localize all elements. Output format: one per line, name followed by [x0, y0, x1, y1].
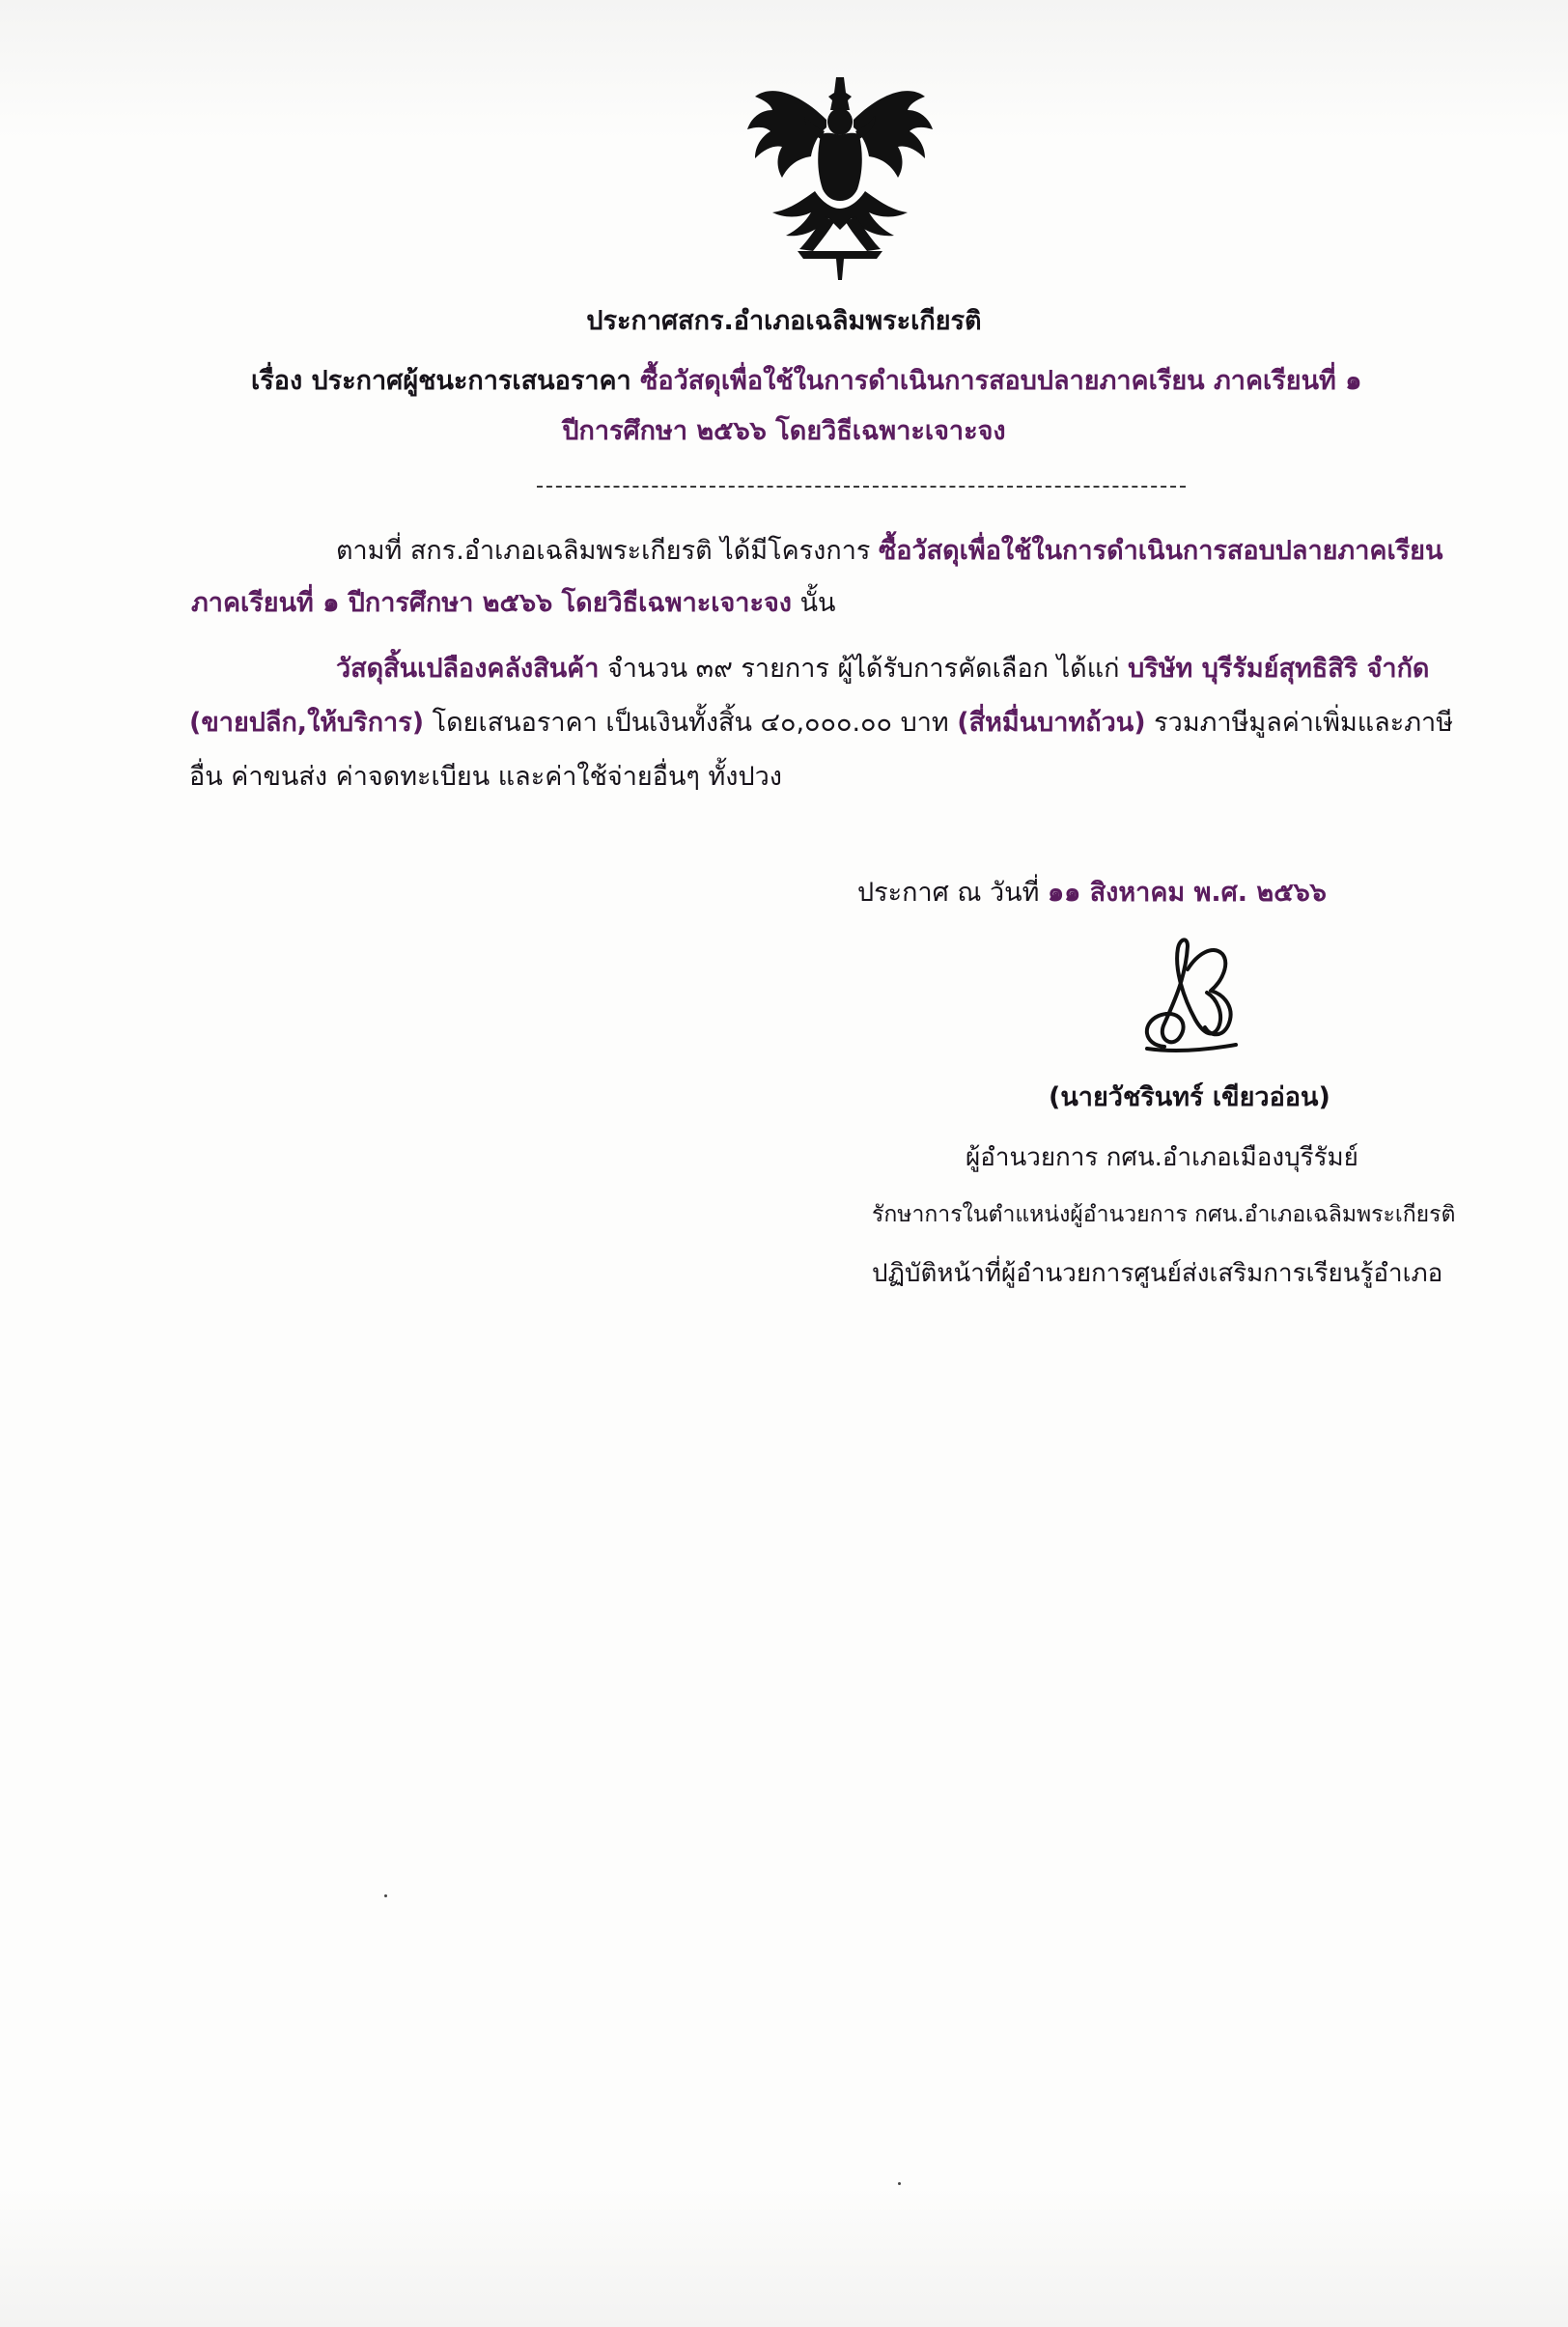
separator-rule [537, 486, 1186, 488]
subject-main: ซื้อวัสดุเพื่อใช้ในการดำเนินการสอบปลายภาคเรียน ภาคเรียนที่ ๑ [640, 366, 1362, 396]
body-paragraph-2-cont [189, 701, 1453, 743]
subject-line [251, 359, 1497, 401]
body-paragraph-1 [336, 529, 1442, 571]
paper-speck [384, 1894, 387, 1897]
p4-text: โดยเสนอราคา เป็นเงินทั้งสิ้น ๔๐,๐๐๐.๐๐ บาท [432, 708, 949, 738]
body-paragraph-2-end [189, 755, 782, 797]
body-paragraph-2 [336, 647, 1429, 688]
body-paragraph-1-cont [191, 581, 835, 623]
p5-text: อื่น ค่าขนส่ง ค่าจดทะเบียน และค่าใช้จ่ายอื่นๆ ทั้งปวง [189, 762, 782, 792]
subject-line-2-text: ปีการศึกษา ๒๕๖๖ โดยวิธีเฉพาะเจาะจง [562, 416, 1006, 446]
signer-position-3 [872, 1253, 1442, 1293]
agency-title [0, 299, 1568, 341]
announcement-date [857, 871, 1327, 912]
paper-speck [898, 2182, 901, 2185]
p3-text: จำนวน ๓๙ รายการ ผู้ได้รับการคัดเลือก ได้แก่ [606, 654, 1120, 684]
date-prefix: ประกาศ ณ วันที่ [857, 878, 1040, 908]
p3-company: บริษัท บุรีรัมย์สุทธิสิริ จำกัด [1128, 654, 1430, 684]
signer-position-2 [872, 1197, 1455, 1232]
signer-position-3-text: ปฏิบัติหน้าที่ผู้อำนวยการศูนย์ส่งเสริมการเรียนรู้อำเภอ [872, 1259, 1443, 1288]
p3-item: วัสดุสิ้นเปลืองคลังสินค้า [336, 654, 600, 684]
p2-text: นั้น [799, 588, 836, 618]
p2-project-cont: ภาคเรียนที่ ๑ ปีการศึกษา ๒๕๖๖ โดยวิธีเฉพาะเจาะจง [191, 588, 792, 618]
subject-line-2 [0, 409, 1568, 451]
garuda-emblem-icon [743, 75, 937, 280]
signer-position-2-text: รักษาการในตำแหน่งผู้อำนวยการ กศน.อำเภอเฉลิมพระเกียรติ [872, 1202, 1456, 1227]
p4-text-2: รวมภาษีมูลค่าเพิ่มและภาษี [1154, 708, 1453, 738]
handwritten-signature-icon [1135, 931, 1249, 1056]
p1-project: ซื้อวัสดุเพื่อใช้ในการดำเนินการสอบปลายภาคเรียน [878, 536, 1443, 566]
p1-text: ตามที่ สกร.อำเภอเฉลิมพระเกียรติ ได้มีโครงการ [336, 536, 871, 566]
signer-position-1-text: ผู้อำนวยการ กศน.อำเภอเมืองบุรีรัมย์ [966, 1143, 1358, 1172]
signer-name-text: (นายวัชรินทร์ เขียวอ่อน) [1049, 1082, 1330, 1112]
signer-position-1 [966, 1137, 1358, 1177]
p4-amount-words: (สี่หมื่นบาทถ้วน) [957, 708, 1146, 738]
date-value: ๑๑ สิงหาคม พ.ศ. ๒๕๖๖ [1048, 878, 1327, 908]
subject-prefix: เรื่อง ประกาศผู้ชนะการเสนอราคา [251, 366, 631, 396]
p4-company-type: (ขายปลีก,ให้บริการ) [189, 708, 425, 738]
signer-name [1049, 1076, 1330, 1117]
agency-title-text: ประกาศสกร.อำเภอเฉลิมพระเกียรติ [586, 306, 982, 336]
